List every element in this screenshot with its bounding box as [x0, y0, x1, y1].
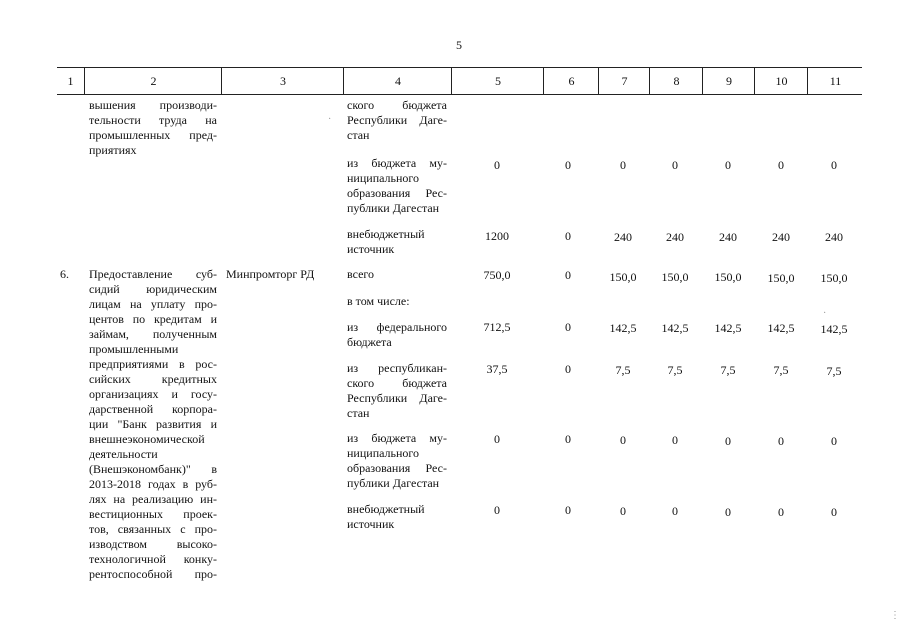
value-col5: 712,5: [483, 320, 511, 334]
text-line: стан: [347, 128, 370, 142]
header-cell-5: 5: [451, 68, 544, 94]
header-cell-3: 3: [221, 68, 344, 94]
text-line: тов, связанных с про-: [89, 522, 217, 536]
funding-source: внебюджетный: [347, 227, 425, 241]
value-col9: 150,0: [714, 270, 742, 284]
value-col7: 7,5: [615, 363, 631, 377]
value-col5: 0: [494, 158, 500, 172]
value-col11: 0: [831, 158, 837, 172]
value-col6: 0: [565, 432, 571, 446]
funding-source: образования Рес-: [347, 186, 447, 200]
text-line: займам, полученным: [89, 327, 217, 341]
header-cell-9: 9: [702, 68, 755, 94]
funding-source: ниципального: [347, 446, 420, 460]
funding-source: публики Дагестан: [347, 201, 440, 215]
funding-source: источник: [347, 517, 395, 531]
text-line: (Внешэкономбанк)" в: [89, 462, 217, 476]
header-cell-8: 8: [649, 68, 703, 94]
value-col10: 150,0: [767, 271, 795, 285]
header-cell-11: 11: [807, 68, 863, 94]
text-line: лицам на уплату про-: [89, 297, 217, 311]
value-col6: 0: [565, 229, 571, 243]
value-col9: 0: [725, 505, 731, 519]
value-col6: 0: [565, 320, 571, 334]
text-line: Республики Даге-: [347, 113, 447, 127]
value-col9: 0: [725, 434, 731, 448]
text-line: деятельности: [89, 447, 158, 461]
text-line: промышленных пред-: [89, 128, 217, 142]
item-number: 6.: [60, 267, 69, 281]
funding-source: стан: [347, 406, 370, 420]
value-col11: 142,5: [820, 322, 848, 336]
table-header-row: [57, 67, 862, 95]
value-col7: 0: [620, 504, 626, 518]
funding-source: ского бюджета: [347, 376, 447, 390]
text-line: организациях и госу-: [89, 387, 217, 401]
value-col9: 240: [719, 230, 737, 244]
value-col5: 1200: [485, 229, 509, 243]
funding-source: ниципального: [347, 171, 420, 185]
text-line: ции "Банк развития и: [89, 417, 217, 431]
funding-source: бюджета: [347, 335, 392, 349]
value-col7: 240: [614, 230, 632, 244]
text-line: лях на реализацию ин-: [89, 492, 217, 506]
value-col10: 0: [778, 505, 784, 519]
value-col8: 0: [672, 504, 678, 518]
value-col8: 240: [666, 230, 684, 244]
executor: Минпромторг РД: [226, 267, 315, 281]
header-cell-2: 2: [84, 68, 222, 94]
text-line: промышленными: [89, 342, 179, 356]
value-col10: 0: [778, 434, 784, 448]
text-line: ского бюджета: [347, 98, 447, 112]
text-line: предприятиями в рос-: [89, 357, 217, 371]
value-col9: 7,5: [720, 363, 736, 377]
text-line: 2013-2018 годах в руб-: [89, 477, 217, 491]
funding-source: Республики Даге-: [347, 391, 447, 405]
value-col11: 0: [831, 505, 837, 519]
funding-source: публики Дагестан: [347, 476, 440, 490]
text-line: технологичной конку-: [89, 552, 217, 566]
text-line: приятиях: [89, 143, 137, 157]
value-col6: 0: [565, 268, 571, 282]
funding-source: образования Рес-: [347, 461, 447, 475]
scan-speck: ·: [328, 114, 332, 125]
value-col8: 150,0: [661, 270, 689, 284]
value-col8: 0: [672, 158, 678, 172]
value-col6: 0: [565, 158, 571, 172]
value-col10: 0: [778, 158, 784, 172]
header-cell-7: 7: [598, 68, 650, 94]
value-col9: 0: [725, 158, 731, 172]
value-col11: 150,0: [820, 271, 848, 285]
value-col6: 0: [565, 362, 571, 376]
value-col5: 37,5: [486, 362, 508, 376]
funding-source: всего: [347, 267, 375, 281]
funding-source: источник: [347, 242, 395, 256]
value-col10: 7,5: [773, 363, 789, 377]
funding-source-subheading: в том числе:: [347, 294, 410, 308]
value-col11: 0: [831, 434, 837, 448]
header-cell-4: 4: [343, 68, 452, 94]
value-col10: 142,5: [767, 321, 795, 335]
text-line: внешнеэкономической: [89, 432, 205, 446]
value-col10: 240: [772, 230, 790, 244]
text-line: вестиционных проек-: [89, 507, 217, 521]
text-line: тельности труда на: [89, 113, 217, 127]
text-line: рентоспособной про-: [89, 567, 217, 581]
value-col6: 0: [565, 503, 571, 517]
value-col11: 240: [825, 230, 843, 244]
header-cell-10: 10: [754, 68, 808, 94]
value-col7: 0: [620, 433, 626, 447]
text-line: дарственной корпора-: [89, 402, 217, 416]
value-col9: 142,5: [714, 321, 742, 335]
text-line: вышения производи-: [89, 98, 217, 112]
header-cell-6: 6: [543, 68, 599, 94]
text-line: сийских кредитных: [89, 372, 217, 386]
value-col7: 0: [620, 158, 626, 172]
value-col5: 750,0: [483, 268, 511, 282]
value-col7: 142,5: [609, 321, 637, 335]
text-line: центов по кредитам и: [89, 312, 217, 326]
funding-source: из федерального: [347, 320, 447, 334]
funding-source: внебюджетный: [347, 502, 425, 516]
funding-source: из республикан-: [347, 361, 447, 375]
value-col8: 7,5: [667, 363, 683, 377]
funding-source: из бюджета му-: [347, 431, 447, 445]
text-line: изводством высоко-: [89, 537, 217, 551]
text-line: сидий юридическим: [89, 282, 217, 296]
text-line: Предоставление суб-: [89, 267, 217, 281]
value-col8: 0: [672, 433, 678, 447]
funding-source: из бюджета му-: [347, 156, 447, 170]
value-col5: 0: [494, 432, 500, 446]
value-col11: 7,5: [826, 364, 842, 378]
value-col5: 0: [494, 503, 500, 517]
header-cell-1: 1: [67, 74, 74, 88]
value-col7: 150,0: [609, 270, 637, 284]
scan-speck: ·: [823, 308, 827, 319]
page-number: 5: [456, 38, 462, 52]
scan-speck: ⋮: [890, 610, 900, 621]
value-col8: 142,5: [661, 321, 689, 335]
